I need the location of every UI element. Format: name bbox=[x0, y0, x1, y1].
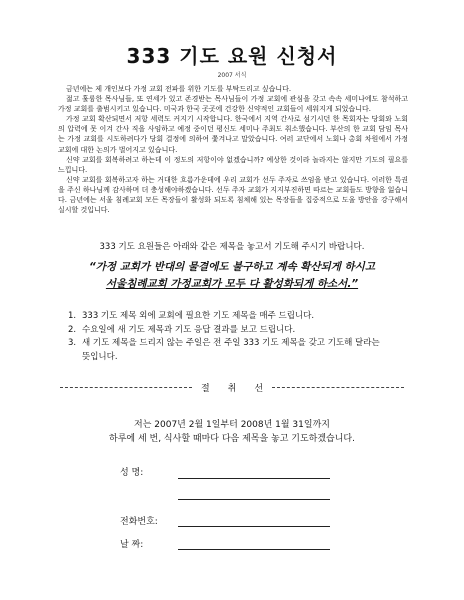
item-number: 1. bbox=[68, 311, 77, 321]
item-text: 333 기도 제목 외에 교회에 필요한 기도 제목을 매주 드립니다. bbox=[82, 311, 315, 321]
intro-paragraph: 신약 교회를 회복하려고 하는데 이 정도의 저항이야 없겠습니까? 예상한 것이라 놀라지는 않지만 기도의 필요를 느낍니다. bbox=[58, 155, 408, 174]
phone-label: 전화번호: bbox=[120, 517, 158, 527]
name-line[interactable] bbox=[178, 478, 330, 479]
date-line[interactable] bbox=[178, 549, 330, 550]
list-item bbox=[68, 337, 388, 364]
name-line-2[interactable] bbox=[178, 499, 330, 500]
list-item bbox=[68, 324, 388, 338]
phone-line[interactable] bbox=[178, 526, 330, 527]
form-number: 2007 서식 bbox=[217, 72, 247, 79]
prayer-motto bbox=[0, 259, 464, 293]
intro-paragraph: 젊고 훌륭한 목사님들, 또 연세가 있고 존경받는 목사님들이 가정 교회에 관심을 갖고 속속 세미나에도 참석하고 가정 교회를 출범시키고 있습니다. 미국과 한국 곳곳에 건강한 신약적인 교회들이 세워지게 되었습니다. bbox=[58, 95, 408, 114]
prayer-guidelines-list bbox=[68, 310, 388, 364]
cut-dashes-right bbox=[272, 387, 404, 388]
item-number: 2. bbox=[68, 324, 77, 335]
commitment-line-1: 저는 2007년 2월 1일부터 2008년 1월 31일까지 bbox=[134, 420, 330, 430]
cut-char: 선 bbox=[254, 383, 264, 394]
motto-line-1: “가정 교회가 반대의 물결에도 불구하고 계속 확산되게 하시고 bbox=[89, 261, 375, 273]
intro-text bbox=[58, 84, 408, 215]
commitment-statement bbox=[0, 418, 464, 446]
intro-paragraph: 신약 교회를 회복하고자 하는 거대한 흐름가운데에 우리 교회가 선두 주자로 쓰임을 받고 있습니다. 이러한 특권을 주신 하나님께 감사하며 더 충성해야하겠습니다. 선두 주자 교회가 지지부진하면 따르는 교회들도 방향을 잃습니다. 금년에는 서울 침례교회 모든 목장들이 활성화 되도록 침체해 있는 목장들을 집중적으로 도울 방안을 강구해서 실시할 것입니다. bbox=[58, 175, 408, 215]
cut-char: 절 bbox=[200, 383, 210, 394]
cut-char: 취 bbox=[227, 383, 237, 394]
intro-paragraph: 금년에는 제 개인보다 가정 교회 전파를 위한 기도를 부탁드리고 싶습니다. bbox=[66, 85, 292, 93]
form-title: 333 기도 요원 신청서 bbox=[126, 44, 338, 68]
name-label: 성 명: bbox=[120, 468, 144, 478]
date-label: 날 짜: bbox=[120, 540, 144, 550]
item-text: 새 기도 제목을 드리지 않는 주일은 전 주일 333 기도 제목을 갖고 기도해 달라는 뜻입니다. bbox=[82, 338, 380, 362]
cut-dashes-left bbox=[60, 387, 192, 388]
commitment-line-2: 하루에 세 번, 식사할 때마다 다음 제목을 놓고 기도하겠습니다. bbox=[109, 434, 355, 444]
list-item bbox=[68, 310, 388, 324]
motto-line-2: 서울침례교회 가정교회가 모두 다 활성화되게 하소서.” bbox=[105, 278, 359, 290]
request-line: 333 기도 요원들은 아래와 같은 제목을 놓고서 기도해 주시기 바랍니다. bbox=[99, 242, 365, 252]
item-number: 3. bbox=[68, 338, 77, 348]
cut-line bbox=[60, 381, 404, 393]
item-text: 수요일에 새 기도 제목과 기도 응답 결과를 보고 드립니다. bbox=[82, 324, 296, 335]
intro-paragraph: 가정 교회 확산되면서 저항 세력도 커지기 시작합니다. 한국에서 지역 간사로 섬기시던 한 목회자는 당회와 노회의 압력에 못 이겨 간사 직을 사임하고 예정 중이던 평신도 세미나 주최도 취소했습니다. 부산의 한 교회 담임 목사는 가정 교회를 시도하려다가 당회 결정에 의하여 쫓겨나고 말았습니다. 여러 교단에서 노회나 총회 차원에서 가정 교회에 대한 논의가 벌어지고 있습니다. bbox=[58, 115, 408, 154]
